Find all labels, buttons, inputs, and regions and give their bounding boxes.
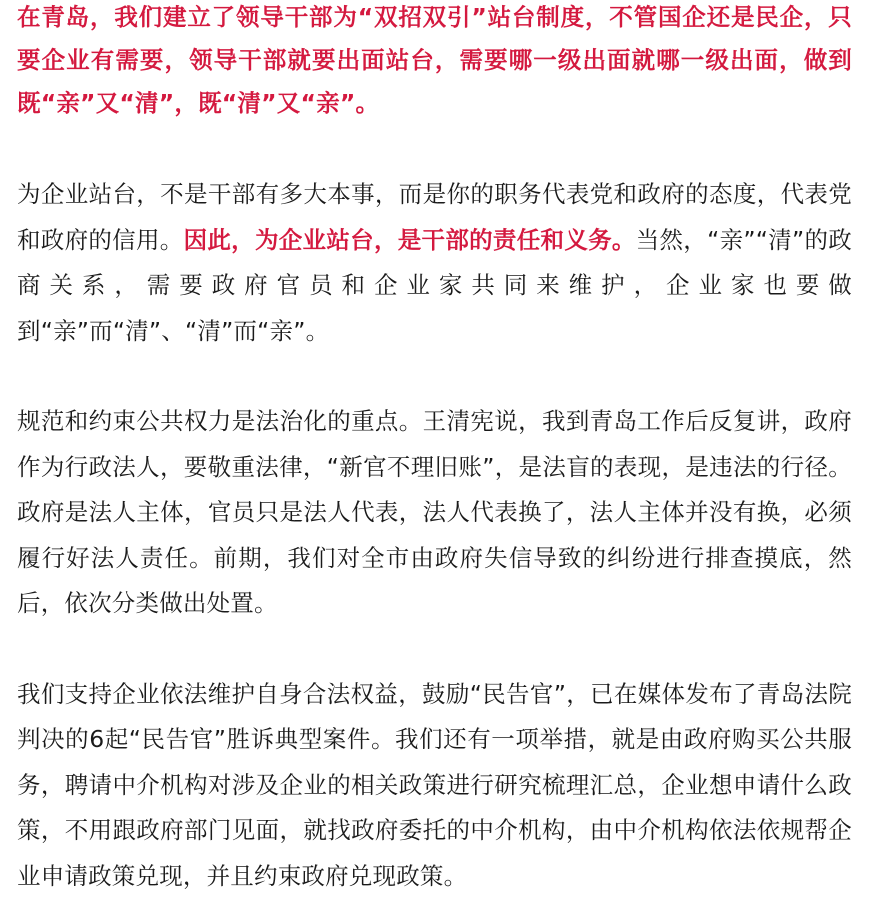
paragraph-support-enterprises: [17, 672, 852, 899]
paragraph-standing-for-enterprises-system: [17, 0, 852, 125]
paragraph-rule-of-law: [17, 399, 852, 627]
body-text: 为企业站台，不是干部有多大本事，而是你的职务代表党和政府的态度，代表党和政府的信用。: [17, 180, 852, 254]
body-text: 规范和约束公共权力是法治化的重点。王清宪说，我到青岛工作后反复讲，政府作为行政法人，要敬重法律，“新官不理旧账”，是法盲的表现，是违法的行径。政府是法人主体，官员只是法人代表，法人代表换了，法人主体并没有换，必须履行好法人责任。前期，我们对全市由政府失信导致的纠纷进行排查摸底，然后，依次分类做出处置。: [17, 407, 852, 617]
body-text: 当然，“亲”“清”的政商关系，需要政府官员和企业家共同来维护，企业家也要做到“亲”而“清”、“清”而“亲”。: [17, 226, 852, 345]
highlighted-text: 在青岛，我们建立了领导干部为“双招双引”站台制度，不管国企还是民企，只要企业有需要，领导干部就要出面站台，需要哪一级出面就哪一级出面，做到既“亲”又“清”，既“清”又“亲”。: [17, 3, 852, 117]
paragraph-officials-responsibility: [17, 172, 852, 354]
body-text: 我们支持企业依法维护自身合法权益，鼓励“民告官”，已在媒体发布了青岛法院判决的6起“民告官”胜诉典型案件。我们还有一项举措，就是由政府购买公共服务，聘请中介机构对涉及企业的相关政策进行研究梳理汇总，企业想申请什么政策，不用跟政府部门见面，就找政府委托的中介机构，由中介机构依法依规帮企业申请政策兑现，并且约束政府兑现政策。: [17, 680, 852, 890]
highlighted-text: 因此，为企业站台，是干部的责任和义务。: [184, 226, 636, 254]
